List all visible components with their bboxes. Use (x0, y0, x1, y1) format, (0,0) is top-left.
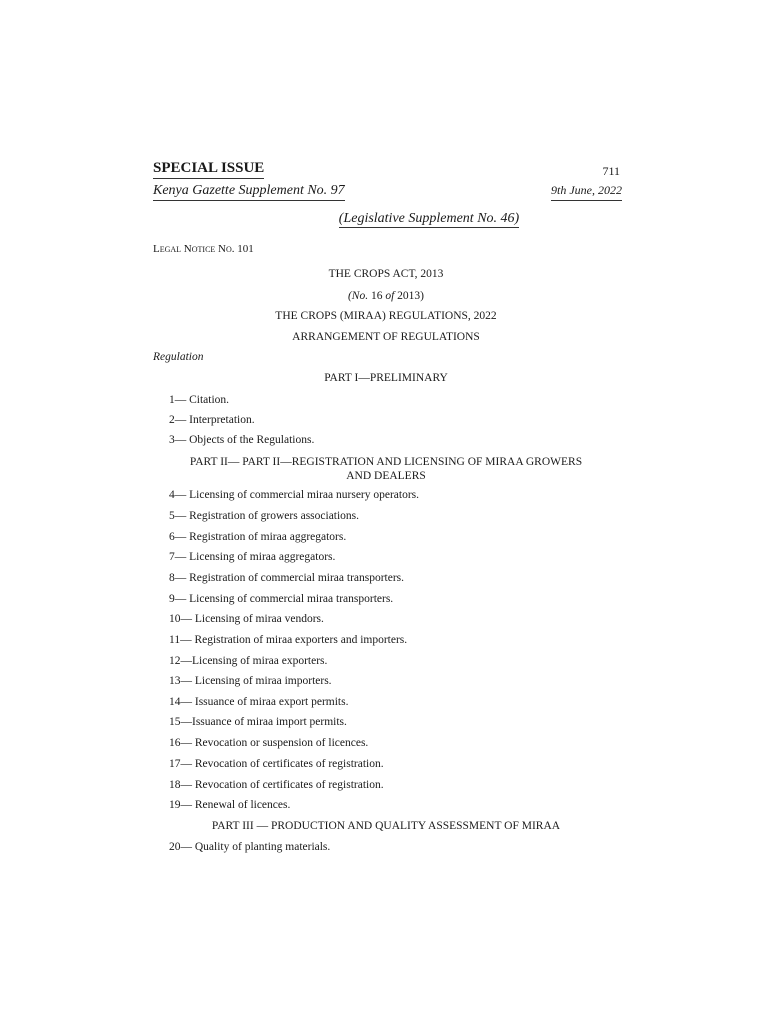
issue-date: 9th June, 2022 (551, 183, 622, 201)
toc-item: 20— Quality of planting materials. (169, 841, 331, 853)
arrangement-heading: ARRANGEMENT OF REGULATIONS (292, 331, 480, 343)
special-issue-heading: SPECIAL ISSUE (153, 160, 264, 179)
act-number (153, 290, 619, 302)
legislative-supplement: (Legislative Supplement No. 46) (338, 211, 520, 226)
act-number-suffix: 2013) (394, 290, 425, 302)
part2-title-line2: AND DEALERS (346, 470, 426, 482)
toc-item: 7— Licensing of miraa aggregators. (169, 551, 336, 563)
toc-item: 14— Issuance of miraa export permits. (169, 696, 349, 708)
regulations-title: THE CROPS (MIRAA) REGULATIONS, 2022 (275, 310, 497, 322)
toc-item: 4— Licensing of commercial miraa nursery operators. (169, 489, 420, 501)
toc-item: 17— Revocation of certificates of registration. (169, 758, 384, 770)
part3-title: PART III — PRODUCTION AND QUALITY ASSESSMENT OF MIRAA (211, 820, 561, 832)
regulation-label: Regulation (153, 351, 204, 363)
page-number: 711 (602, 164, 620, 178)
header-second-row (153, 183, 622, 201)
toc-item: 16— Revocation or suspension of licences. (169, 737, 369, 749)
toc-item: 9— Licensing of commercial miraa transporters. (169, 593, 394, 605)
act-number-of: of (385, 290, 395, 302)
part2-title (153, 455, 619, 483)
header-top-row (153, 160, 622, 179)
toc-item: 12—Licensing of miraa exporters. (169, 655, 328, 667)
toc-item: 8— Registration of commercial miraa transporters. (169, 572, 405, 584)
legislative-supplement-line (0, 211, 770, 227)
toc-item: 18— Revocation of certificates of registration. (169, 779, 384, 791)
part2-title-line1: PART II— PART II—REGISTRATION AND LICENSING OF MIRAA GROWERS (189, 456, 583, 468)
toc-item: 11— Registration of miraa exporters and importers. (169, 634, 408, 646)
gazette-supplement-title: Kenya Gazette Supplement No. 97 (153, 183, 345, 201)
act-number-prefix: (No. (347, 290, 369, 302)
toc-item: 19— Renewal of licences. (169, 799, 291, 811)
toc-item: 2— Interpretation. (169, 414, 255, 426)
toc-item: 10— Licensing of miraa vendors. (169, 613, 324, 625)
legal-notice: Legal Notice No. 101 (153, 243, 254, 255)
toc-item: 1— Citation. (169, 394, 230, 406)
act-number-value: 16 (368, 290, 386, 302)
toc-item: 15—Issuance of miraa import permits. (169, 716, 347, 728)
toc-item: 3— Objects of the Regulations. (169, 434, 315, 446)
act-title: THE CROPS ACT, 2013 (328, 268, 444, 280)
toc-item: 5— Registration of growers associations. (169, 510, 360, 522)
toc-item: 6— Registration of miraa aggregators. (169, 531, 347, 543)
toc-item: 13— Licensing of miraa importers. (169, 675, 332, 687)
part1-title: PART I—PRELIMINARY (324, 372, 448, 384)
